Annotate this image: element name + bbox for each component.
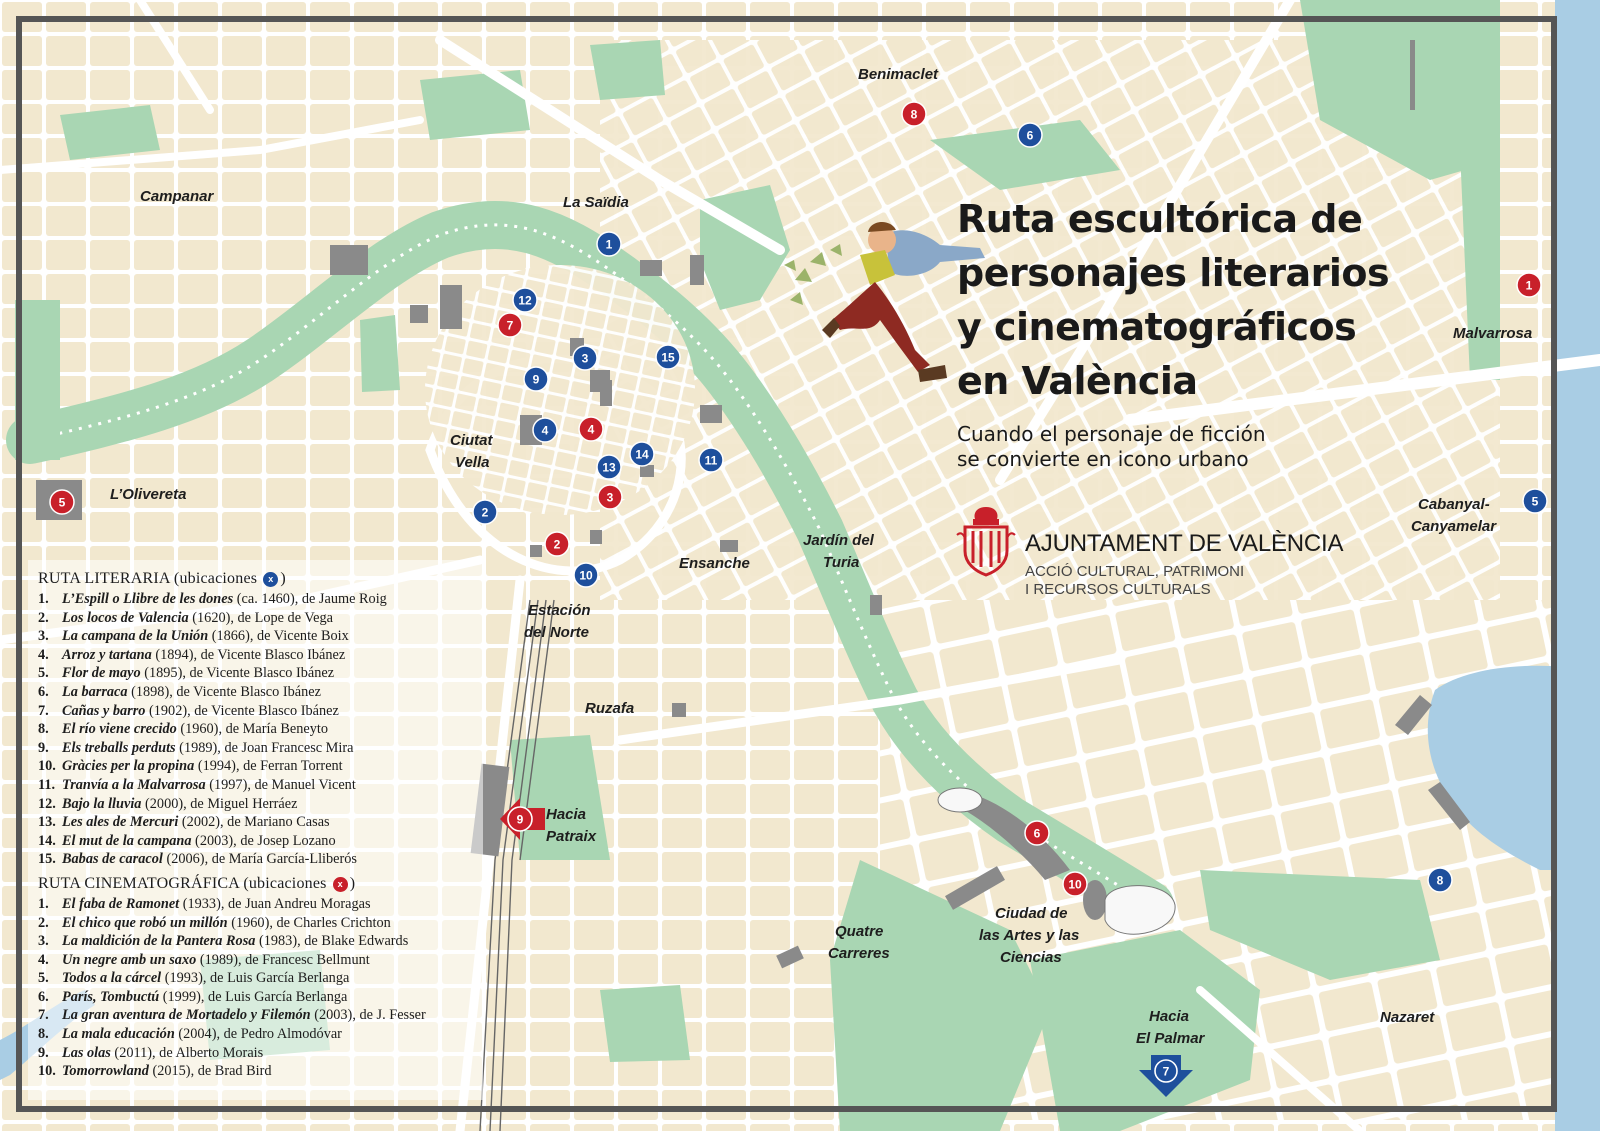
literary-route-item-number: 14. — [38, 832, 56, 849]
literary-route-item-title: El río viene crecido — [62, 721, 177, 738]
literary-route-item-details: (1997), de Manuel Vicent — [205, 776, 356, 793]
literary-route-item[interactable] — [38, 739, 478, 758]
literary-route-item-details: (1902), de Vicente Blasco Ibánez — [145, 702, 339, 719]
film-route-item-title: Un negre amb un saxo — [62, 951, 197, 968]
label-quatre: Quatre — [835, 923, 884, 940]
literary-route-item-number: 4. — [38, 646, 49, 663]
label-turia: Turia — [823, 554, 860, 571]
literary-route-item-number: 12. — [38, 795, 56, 812]
literary-route-item-title: L’Espill o Llibre de les dones — [62, 591, 234, 607]
film-route-item-number: 8. — [38, 1026, 49, 1043]
label-hacia-patraix-2: Patraix — [546, 828, 597, 845]
film-route-item-number: 7. — [38, 1007, 49, 1024]
literary-route-item-number: 8. — [38, 721, 49, 738]
literary-route-item-details: (1994), de Ferran Torrent — [194, 758, 343, 775]
literary-route-item[interactable] — [38, 795, 478, 814]
svg-text:10: 10 — [1068, 877, 1082, 892]
literary-route-item-details: (1960), de María Beneyto — [176, 721, 329, 738]
marker-literary-15[interactable] — [656, 345, 680, 369]
svg-text:1: 1 — [1525, 278, 1533, 293]
literary-route-item-title: Arroz y tartana — [62, 646, 152, 663]
film-route-item-number: 4. — [38, 951, 49, 968]
label-estacion: Estación — [528, 602, 591, 619]
literary-route-item-title: Gràcies per la propina — [62, 758, 195, 775]
marker-literary-6[interactable] — [1018, 123, 1042, 147]
film-route-heading-end: ) — [349, 874, 356, 892]
film-route-item-details: (2015), de Brad Bird — [148, 1063, 272, 1080]
marker-literary-8[interactable] — [1428, 868, 1452, 892]
routes-legend — [38, 570, 478, 1081]
literary-route-item-number: 1. — [38, 591, 49, 607]
marker-film-2[interactable] — [545, 532, 569, 556]
subtitle-line-1: Cuando el personaje de ficción — [957, 422, 1266, 446]
literary-route-heading — [38, 570, 478, 588]
arrow-patraix-number: 9 — [516, 812, 524, 827]
literary-route-item-title: La barraca — [62, 683, 128, 700]
film-route-item-details: (1960), de Charles Crichton — [227, 914, 391, 931]
svg-text:4: 4 — [587, 422, 595, 437]
film-marker-key-icon: x — [333, 877, 348, 892]
literary-route-item-number: 5. — [38, 665, 49, 682]
marker-film-6[interactable] — [1025, 821, 1049, 845]
svg-text:3: 3 — [581, 351, 589, 366]
organization-block — [955, 505, 1375, 598]
literary-route-list — [38, 590, 478, 869]
label-vella: Vella — [455, 454, 490, 471]
map-title-line-4: en València — [957, 359, 1198, 403]
literary-route-item-details: (1898), de Vicente Blasco Ibánez — [127, 683, 321, 700]
film-route-item-number: 2. — [38, 914, 49, 931]
literary-route-item[interactable] — [38, 850, 478, 869]
marker-film-3[interactable] — [598, 485, 622, 509]
film-route-item-title: Tomorrowland — [62, 1063, 149, 1080]
svg-text:2: 2 — [553, 537, 561, 552]
marker-film-8[interactable] — [902, 102, 926, 126]
label-hacia-palmar-2: El Palmar — [1136, 1030, 1205, 1047]
literary-route-item[interactable] — [38, 683, 478, 702]
literary-route-item-number: 15. — [38, 851, 56, 868]
svg-text:5: 5 — [58, 495, 66, 510]
literary-route-item-title: Bajo la lluvia — [62, 795, 142, 812]
literary-route-item[interactable] — [38, 832, 478, 851]
film-route-item[interactable] — [38, 914, 478, 933]
literary-route-item-details: (1894), de Vicente Blasco Ibánez — [151, 646, 346, 663]
map-subtitle — [957, 422, 1477, 472]
label-campanar: Campanar — [140, 188, 214, 205]
sea — [1555, 0, 1600, 1131]
organization-department — [1025, 563, 1244, 599]
film-route-heading-text: RUTA CINEMATOGRÁFICA (ubicaciones — [38, 874, 327, 892]
city-coat-of-arms-logo — [955, 505, 1017, 577]
map-title-line-1: Ruta escultórica de — [957, 197, 1363, 241]
literary-route-item-details: (1620), de Lope de Vega — [188, 609, 333, 626]
marker-film-1[interactable] — [1517, 273, 1541, 297]
film-route-item[interactable] — [38, 1062, 478, 1081]
department-line-1: ACCIÓ CULTURAL, PATRIMONI — [1025, 563, 1245, 580]
svg-text:7: 7 — [506, 318, 514, 333]
label-canyamelar: Canyamelar — [1411, 518, 1497, 535]
marker-literary-10[interactable] — [574, 563, 598, 587]
marker-literary-1[interactable] — [597, 232, 621, 256]
literary-route-item-details: (2003), de Josep Lozano — [191, 832, 336, 849]
marker-film-10[interactable] — [1063, 872, 1087, 896]
literary-route-item-number: 6. — [38, 683, 49, 700]
svg-text:8: 8 — [1436, 873, 1444, 888]
literary-route-item-details: (2006), de María García-Lliberós — [162, 851, 357, 868]
film-route-item[interactable] — [38, 932, 478, 951]
literary-route-item-number: 13. — [38, 814, 56, 831]
label-del-norte: del Norte — [524, 624, 590, 641]
marker-film-5[interactable] — [50, 490, 74, 514]
marker-literary-2[interactable] — [473, 500, 497, 524]
literary-route-item[interactable] — [38, 720, 478, 739]
literary-route-item-title: Babas de caracol — [62, 851, 163, 868]
literary-route-item-details: (1989), de Joan Francesc Mira — [175, 739, 354, 756]
literary-route-heading-text: RUTA LITERARIA (ubicaciones — [38, 570, 258, 587]
marker-literary-5[interactable] — [1523, 489, 1547, 513]
svg-text:5: 5 — [1531, 494, 1539, 509]
marker-film-7[interactable] — [498, 313, 522, 337]
film-route-item-details: (1993), de Luis García Berlanga — [161, 970, 350, 987]
literary-route-item-number: 11. — [38, 776, 56, 793]
label-ciutat: Ciutat — [450, 432, 493, 449]
film-route-item-title: Las olas — [62, 1044, 111, 1061]
marker-literary-3[interactable] — [573, 346, 597, 370]
literary-route-item-number: 7. — [38, 702, 49, 719]
literary-route-item[interactable] — [38, 609, 478, 628]
svg-text:4: 4 — [541, 423, 549, 438]
film-route-item-details: (1933), de Juan Andreu Moragas — [179, 895, 371, 912]
title-block — [957, 192, 1477, 472]
svg-text:6: 6 — [1033, 826, 1041, 841]
literary-route-item[interactable] — [38, 646, 478, 665]
film-route-item[interactable] — [38, 951, 478, 970]
film-route-item-title: La maldición de la Pantera Rosa — [62, 933, 256, 950]
literary-route-item-title: Els treballs perduts — [62, 739, 176, 756]
film-route-item[interactable] — [38, 895, 478, 914]
literary-route-item-details: (1866), de Vicente Boix — [208, 628, 349, 645]
svg-text:11: 11 — [704, 453, 718, 468]
marker-literary-14[interactable] — [630, 442, 654, 466]
svg-text:8: 8 — [910, 107, 918, 122]
svg-text:14: 14 — [635, 447, 649, 462]
marker-film-4[interactable] — [579, 417, 603, 441]
label-olivereta: L’Olivereta — [110, 486, 187, 503]
film-route-item-details: (2011), de Alberto Morais — [110, 1044, 264, 1061]
label-carreres: Carreres — [828, 945, 890, 962]
svg-text:3: 3 — [606, 490, 614, 505]
subtitle-line-2: se convierte en icono urbano — [957, 447, 1249, 471]
film-route-item[interactable] — [38, 1025, 478, 1044]
film-route-item[interactable] — [38, 1006, 478, 1025]
svg-text:15: 15 — [661, 350, 675, 365]
film-route-item[interactable] — [38, 1044, 478, 1063]
film-route-item-details: (1999), de Luis García Berlanga — [159, 988, 348, 1005]
film-route-item-title: Todos a la cárcel — [62, 970, 162, 987]
film-route-item-title: La gran aventura de Mortadelo y Filemón — [62, 1007, 311, 1024]
film-route-item-number: 10. — [38, 1063, 56, 1080]
literary-route-heading-end: ) — [280, 570, 286, 587]
film-route-item[interactable] — [38, 969, 478, 988]
literary-route-item-title: Cañas y barro — [62, 702, 146, 719]
literary-route-item[interactable] — [38, 627, 478, 646]
label-hacia-patraix-1: Hacia — [546, 806, 587, 823]
film-route-item-number: 1. — [38, 895, 49, 912]
svg-text:2: 2 — [481, 505, 489, 520]
map-title-line-3: y cinematográficos — [957, 305, 1357, 349]
literary-route-item-number: 10. — [38, 758, 56, 775]
literary-route-item[interactable] — [38, 590, 478, 609]
film-route-item-details: (2003), de J. Fesser — [310, 1007, 426, 1024]
label-ciudad-3: Ciencias — [1000, 949, 1062, 966]
film-route-heading — [38, 875, 478, 893]
svg-text:13: 13 — [602, 460, 616, 475]
literary-route-item-details: (2002), de Mariano Casas — [178, 814, 330, 831]
film-route-item-details: (1989), de Francesc Bellmunt — [196, 951, 370, 968]
svg-text:9: 9 — [532, 372, 540, 387]
svg-text:1: 1 — [605, 237, 613, 252]
marker-literary-13[interactable] — [597, 455, 621, 479]
literary-route-item-title: Los locos de Valencia — [62, 609, 189, 626]
film-route-item[interactable] — [38, 988, 478, 1007]
marker-literary-11[interactable] — [699, 448, 723, 472]
film-route-item-title: El chico que robó un millón — [62, 914, 228, 931]
film-route-item-title: El faba de Ramonet — [62, 895, 180, 912]
literary-route-item-title: Les ales de Mercuri — [62, 814, 179, 831]
film-route-item-details: (2004), de Pedro Almodóvar — [174, 1026, 342, 1043]
literary-route-item-title: El mut de la campana — [62, 832, 192, 849]
film-route-item-number: 5. — [38, 970, 49, 987]
film-route-item-number: 9. — [38, 1044, 49, 1061]
label-jardin: Jardín del — [803, 532, 874, 549]
label-saidia: La Saïdia — [563, 194, 629, 211]
label-cabanyal: Cabanyal- — [1418, 496, 1490, 513]
literary-route-item[interactable] — [38, 664, 478, 683]
film-route-item-number: 3. — [38, 933, 49, 950]
literary-route-item-title: La campana de la Unión — [62, 628, 209, 645]
old-town — [425, 265, 695, 515]
label-ciudad-1: Ciudad de — [995, 905, 1068, 922]
department-line-2: I RECURSOS CULTURALS — [1025, 581, 1211, 598]
literary-route-item-title: Flor de mayo — [62, 665, 141, 682]
label-ciudad-2: las Artes y las — [979, 927, 1080, 944]
organization-name: AJUNTAMENT DE VALÈNCIA — [1025, 530, 1344, 557]
literary-route-item-number: 3. — [38, 628, 49, 645]
arrow-palmar-number: 7 — [1162, 1064, 1170, 1079]
marker-literary-12[interactable] — [513, 288, 537, 312]
svg-text:6: 6 — [1026, 128, 1034, 143]
film-route-list — [38, 895, 478, 1081]
literary-route-item-details: (2000), de Miguel Herráez — [141, 795, 298, 812]
literary-route-item-number: 2. — [38, 609, 49, 626]
svg-text:12: 12 — [518, 293, 532, 308]
film-route-item-title: París, Tombuctú — [62, 988, 160, 1005]
literary-route-item-details: (1895), de Vicente Blasco Ibánez — [140, 665, 335, 682]
film-route-item-number: 6. — [38, 988, 49, 1005]
literary-route-item-number: 9. — [38, 739, 49, 756]
label-ensanche: Ensanche — [679, 555, 750, 572]
svg-text:10: 10 — [579, 568, 593, 583]
label-benimaclet: Benimaclet — [858, 66, 939, 83]
literary-route-item[interactable] — [38, 757, 478, 776]
marker-literary-9[interactable] — [524, 367, 548, 391]
literary-route-item[interactable] — [38, 776, 478, 795]
literary-route-item[interactable] — [38, 702, 478, 721]
label-hacia-palmar-1: Hacia — [1149, 1008, 1190, 1025]
film-route-item-details: (1983), de Blake Edwards — [255, 933, 409, 950]
marker-literary-4[interactable] — [533, 418, 557, 442]
literary-route-item-details: (ca. 1460), de Jaume Roig — [233, 591, 387, 607]
literary-route-item[interactable] — [38, 813, 478, 832]
map-title-line-2: personajes literarios — [957, 251, 1390, 295]
literary-marker-key-icon: x — [263, 572, 278, 587]
label-nazaret: Nazaret — [1380, 1009, 1435, 1026]
film-route-item-title: La mala educación — [62, 1026, 175, 1043]
literary-route-item-title: Tranvía a la Malvarrosa — [62, 776, 206, 793]
label-malvarrosa: Malvarrosa — [1453, 325, 1533, 342]
label-ruzafa: Ruzafa — [585, 700, 635, 717]
